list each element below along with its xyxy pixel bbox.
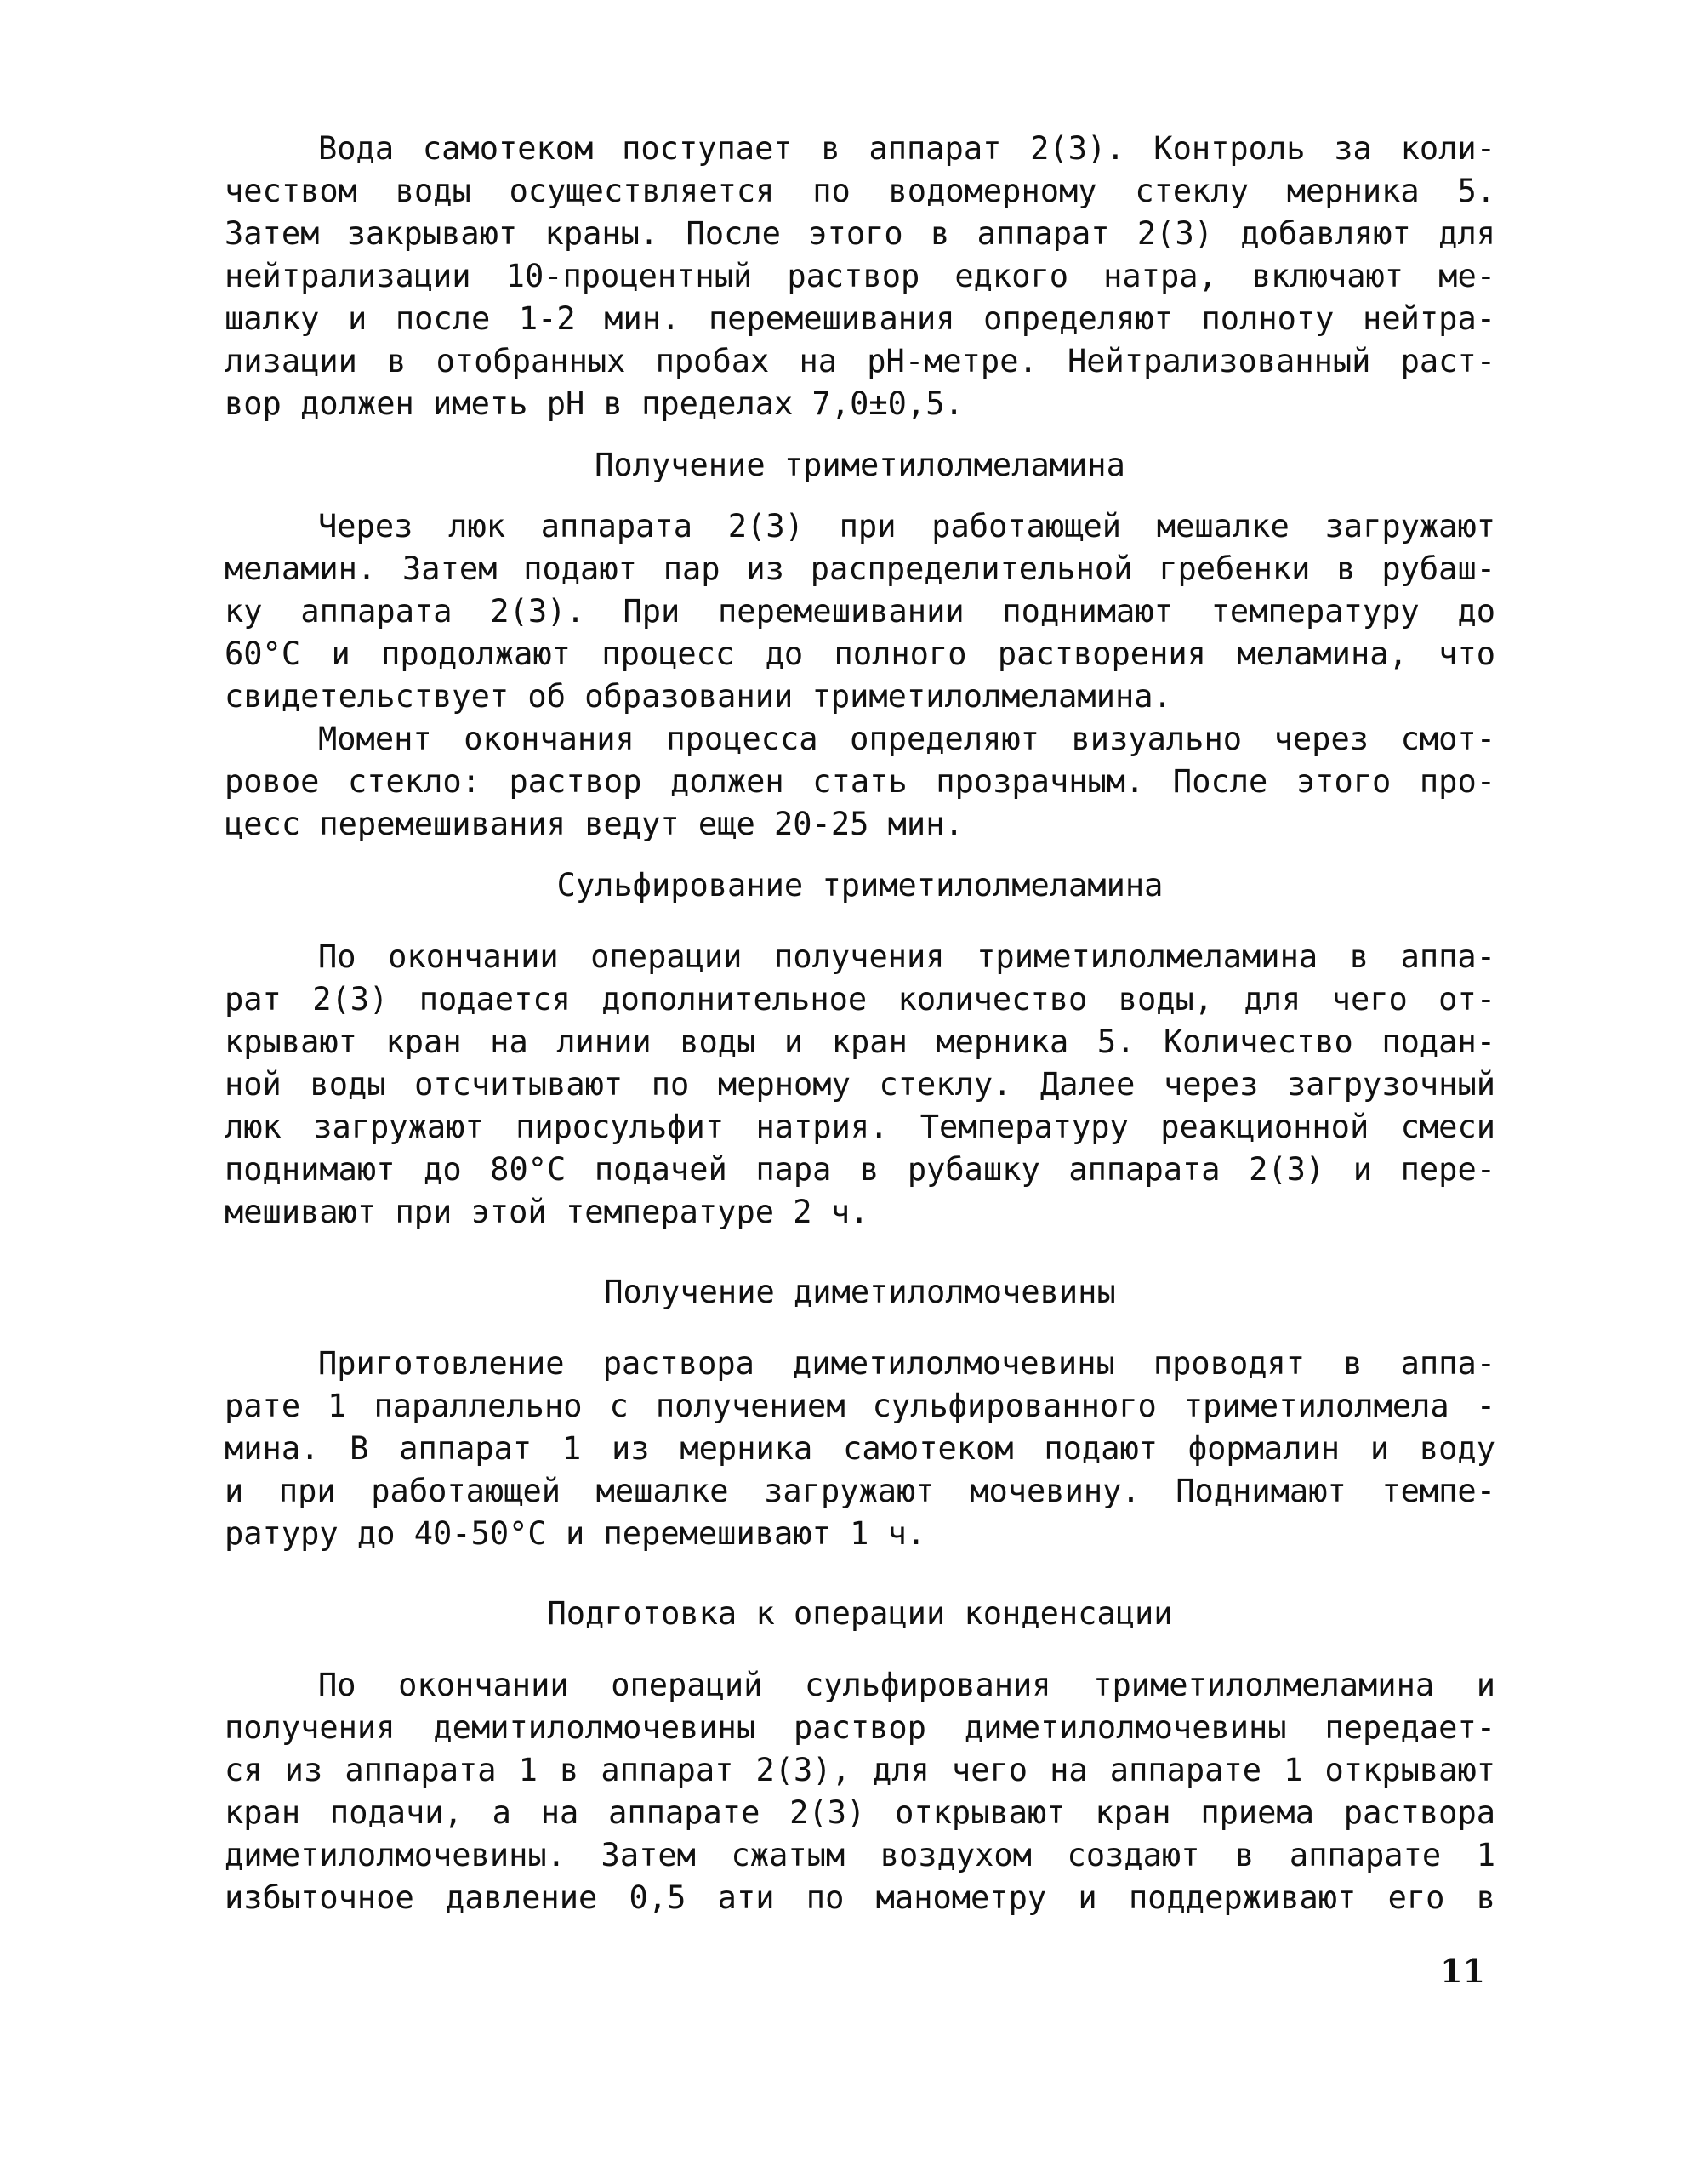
text-line: люк загружают пиросульфит натрия. Температуру реакционной смеси bbox=[225, 1109, 1495, 1145]
text-line: меламин. Затем подают пар из распределительной гребенки в рубаш- bbox=[225, 550, 1495, 587]
text-line: мина. В аппарат 1 из мерника самотеком подают формалин и воду bbox=[225, 1430, 1495, 1467]
body-paragraph bbox=[225, 718, 1495, 846]
text-line: По окончании операции получения триметилолмеламина в аппа- bbox=[318, 938, 1495, 975]
text-line: ной воды отсчитывают по мерному стеклу. Далее через загрузочный bbox=[225, 1066, 1495, 1103]
text-line: нейтрализации 10-процентный раствор едкого натра, включают ме- bbox=[225, 258, 1495, 294]
text-line: По окончании операций сульфирования триметилолмеламина и bbox=[318, 1667, 1495, 1703]
text-line: ку аппарата 2(3). При перемешивании поднимают температуру до bbox=[225, 593, 1495, 630]
text-line: поднимают до 80°С подачей пара в рубашку аппарата 2(3) и пере- bbox=[225, 1151, 1495, 1188]
text-line: избыточное давление 0,5 ати по манометру и поддерживают его в bbox=[225, 1879, 1495, 1916]
text-line: Момент окончания процесса определяют визуально через смот- bbox=[318, 721, 1495, 757]
text-line: вор должен иметь pH в пределах 7,0±0,5. bbox=[225, 385, 964, 422]
text-line: мешивают при этой температуре 2 ч. bbox=[225, 1194, 869, 1230]
text-line: чеством воды осуществляется по водомерному стеклу мерника 5. bbox=[225, 173, 1495, 209]
body-paragraph bbox=[225, 505, 1495, 718]
text-line: кран подачи, а на аппарате 2(3) открывают кран приема раствора bbox=[225, 1794, 1495, 1831]
intro-paragraph bbox=[225, 128, 1495, 425]
section-heading: Получение диметилолмочевины bbox=[604, 1274, 1116, 1310]
text-line: лизации в отобранных пробах на pH-метре. Нейтрализованный раст- bbox=[225, 343, 1495, 379]
text-line: ровое стекло: раствор должен стать прозрачным. После этого про- bbox=[225, 763, 1495, 800]
text-line: получения демитилолмочевины раствор диметилолмочевины передает- bbox=[225, 1709, 1495, 1746]
text-line: рате 1 параллельно с получением сульфированного триметилолмела - bbox=[225, 1388, 1495, 1424]
text-line: Через люк аппарата 2(3) при работающей мешалке загружают bbox=[318, 508, 1495, 545]
text-line: шалку и после 1-2 мин. перемешивания определяют полноту нейтра- bbox=[225, 300, 1495, 337]
section-heading: Получение триметилолмеламина bbox=[595, 447, 1125, 483]
text-line: ратуру до 40-50°С и перемешивают 1 ч. bbox=[225, 1515, 926, 1552]
page-body bbox=[225, 128, 1495, 1919]
body-paragraph bbox=[225, 1343, 1495, 1555]
body-paragraph bbox=[225, 936, 1495, 1234]
text-line: диметилолмочевины. Затем сжатым воздухом создают в аппарате 1 bbox=[225, 1837, 1495, 1873]
text-line: ся из аппарата 1 в аппарат 2(3), для чего на аппарате 1 открывают bbox=[225, 1752, 1495, 1788]
text-line: 60°С и продолжают процесс до полного растворения меламина, что bbox=[225, 636, 1495, 672]
text-line: свидетельствует об образовании триметилолмеламина. bbox=[225, 678, 1172, 715]
text-line: Приготовление раствора диметилолмочевины проводят в аппа- bbox=[318, 1345, 1495, 1382]
body-paragraph bbox=[225, 1664, 1495, 1919]
text-line: и при работающей мешалке загружают мочевину. Поднимают темпе- bbox=[225, 1473, 1495, 1509]
text-line: рат 2(3) подается дополнительное количество воды, для чего от- bbox=[225, 981, 1495, 1018]
section-heading: Подготовка к операции конденсации bbox=[547, 1595, 1173, 1632]
text-line: Затем закрывают краны. После этого в аппарат 2(3) добавляют для bbox=[225, 215, 1495, 252]
text-line: Вода самотеком поступает в аппарат 2(3). Контроль за коли- bbox=[318, 130, 1495, 167]
section-heading: Сульфирование триметилолмеламина bbox=[556, 867, 1164, 904]
page-number: 11 bbox=[1440, 1952, 1485, 1990]
text-line: цесс перемешивания ведут еще 20-25 мин. bbox=[225, 806, 964, 842]
text-line: крывают кран на линии воды и кран мерника 5. Количество подан- bbox=[225, 1023, 1495, 1060]
